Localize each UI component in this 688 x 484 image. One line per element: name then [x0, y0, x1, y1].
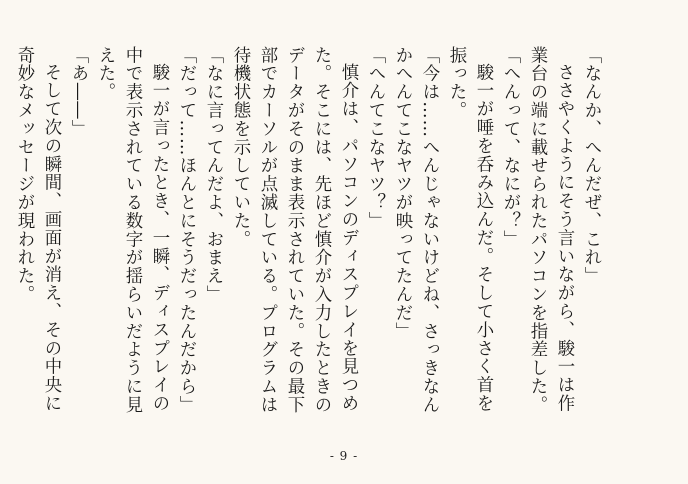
- text-line: 「なんか、へんだぜ、これ」: [581, 46, 601, 286]
- text-line: 「今は……へんじゃないけどね、さっきなんかへんてこなヤツが映ってたんだ」: [392, 46, 439, 414]
- vertical-text-block: [10, 46, 604, 418]
- page-number: - 9 -: [329, 449, 359, 463]
- text-line: 「だって……ほんとにそうだったんだから」: [176, 46, 196, 414]
- text-line: 「あ――」: [68, 46, 88, 138]
- text-line: 「へんって、なにが？」: [500, 46, 520, 249]
- text-line: 駿一が唾を呑み込んだ。そして小さく首を振った。: [446, 46, 493, 413]
- text-line: そして次の瞬間、画面が消え、その中央に奇妙なメッセージが現われた。: [14, 46, 61, 413]
- text-line: 「へんてこなヤツ？」: [365, 46, 385, 230]
- text-line: ささやくようにそう言いながら、駿一は作業台の端に載せられたパソコンを指差した。: [527, 46, 574, 414]
- text-line: 慎介は、パソコンのディスプレイを見つめた。そこには、先ほど慎介が入力したときのデータがそのまま表示されていた。その最下部でカーソルが点滅している。プログラムは待機状態を示していた。: [230, 46, 358, 414]
- text-line: 「なに言ってんだよ、おまえ」: [203, 46, 223, 304]
- text-line: 駿一が言ったとき、一瞬、ディスプレイの中で表示されている数字が揺らいだように見えた。: [95, 46, 169, 414]
